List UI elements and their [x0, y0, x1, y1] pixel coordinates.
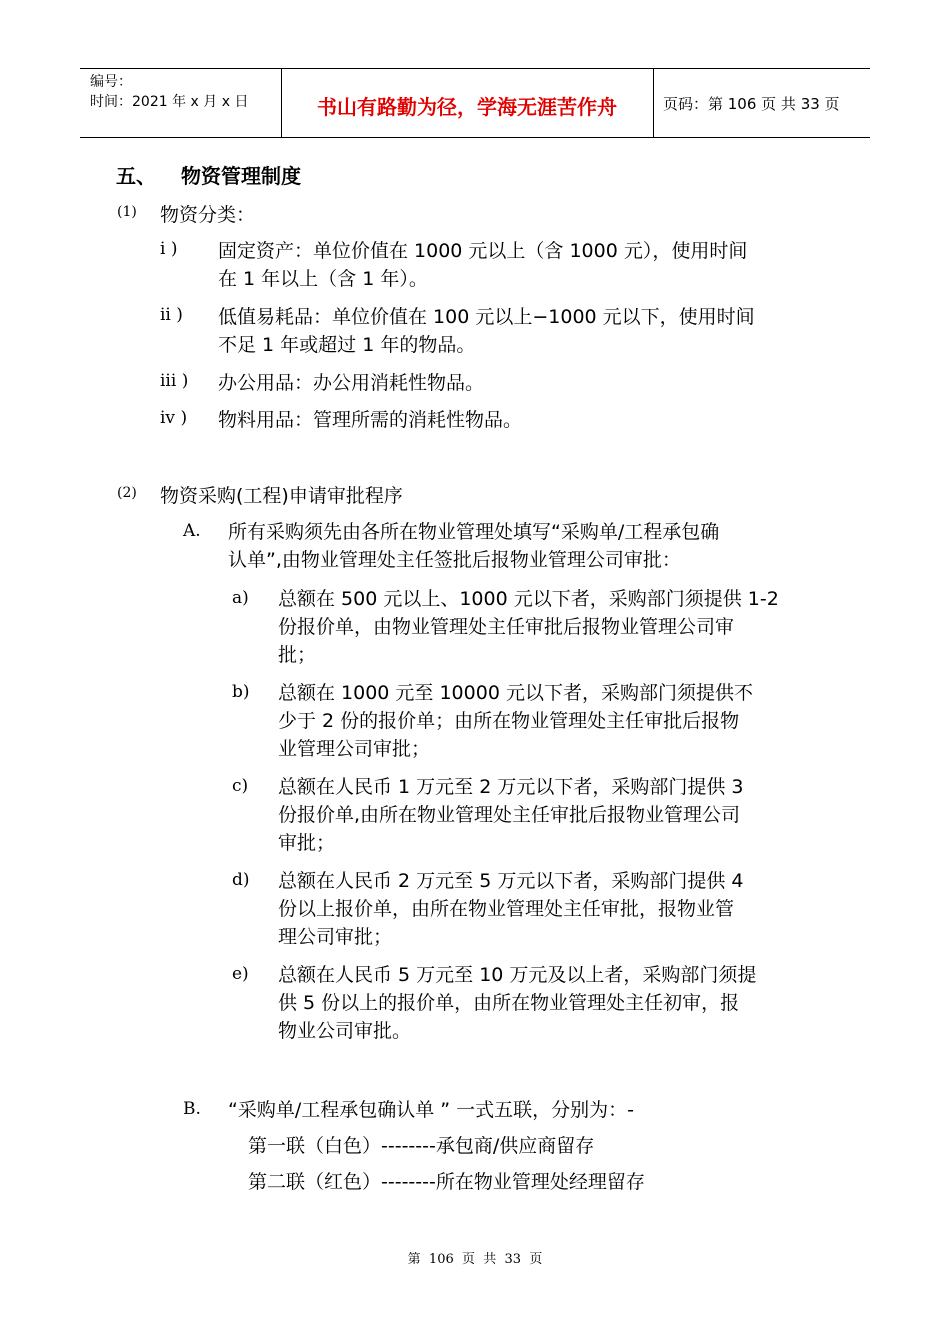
sub-item-line: 物业公司审批。 — [278, 1020, 412, 1042]
part1-title: 物资分类： — [160, 204, 256, 226]
sub-item-line: 份报价单,由所在物业管理处主任审批后报物业管理公司 — [278, 804, 741, 826]
clause-b-marker: B. — [183, 1099, 201, 1119]
list-item-marker: iv ) — [160, 408, 188, 428]
document-header — [80, 68, 870, 138]
list-item-marker: iii ) — [160, 371, 189, 391]
part2-title: 物资采购(工程)申请审批程序 — [160, 485, 403, 507]
sub-item-line: 供 5 份以上的报价单，由所在物业管理处主任初审，报 — [278, 992, 740, 1014]
sub-item-line: 少于 2 份的报价单；由所在物业管理处主任审批后报物 — [278, 710, 740, 732]
page-footer: 第 106 页 共 33 页 — [407, 1252, 543, 1267]
list-item-marker: ii ) — [160, 305, 183, 325]
sub-item-line: 业管理公司审批； — [278, 738, 431, 760]
copy-line: 第二联（红色）--------所在物业管理处经理留存 — [248, 1171, 645, 1193]
sub-item-line: 份报价单，由物业管理处主任审批后报物业管理公司审 — [278, 616, 735, 638]
sub-item-line: 份以上报价单，由所在物业管理处主任审批，报物业管 — [278, 898, 735, 920]
sub-item-line: 总额在 1000 元至 10000 元以下者，采购部门须提供不 — [278, 682, 753, 704]
sub-item-line: 总额在人民币 5 万元至 10 万元及以上者，采购部门须提 — [278, 964, 757, 986]
part1-marker: (1) — [117, 204, 137, 220]
sub-item-line: 总额在人民币 2 万元至 5 万元以下者，采购部门提供 4 — [278, 870, 744, 892]
sub-item-line: 审批； — [278, 832, 336, 854]
sub-item-marker: c) — [232, 776, 249, 796]
sub-item-line: 理公司审批； — [278, 926, 393, 948]
sub-item-marker: a) — [232, 588, 249, 608]
sub-item-line: 总额在人民币 1 万元至 2 万元以下者，采购部门提供 3 — [278, 776, 744, 798]
header-motto-cell — [281, 69, 654, 137]
sub-item-line: 总额在 500 元以上、1000 元以下者，采购部门须提供 1-2 — [278, 588, 779, 610]
clause-a-line: 所有采购须先由各所在物业管理处填写“采购单/工程承包确 — [228, 521, 720, 543]
list-item-line: 固定资产：单位价值在 1000 元以上（含 1000 元），使用时间 — [218, 240, 748, 262]
sub-item-marker: d) — [232, 870, 250, 890]
list-item-marker: i ) — [160, 239, 178, 259]
copy-line: 第一联（白色）--------承包商/供应商留存 — [248, 1135, 595, 1157]
list-item-line: 在 1 年以上（含 1 年）。 — [218, 268, 428, 290]
sub-item-line: 批； — [278, 644, 317, 666]
part2-marker: (2) — [117, 485, 137, 501]
list-item-line: 物料用品：管理所需的消耗性物品。 — [218, 409, 523, 431]
document-number-label: 编号： — [90, 74, 132, 90]
sub-item-marker: e) — [232, 964, 249, 984]
header-info-cell — [80, 69, 282, 137]
header-page-cell — [653, 69, 870, 137]
list-item-line: 低值易耗品：单位价值在 100 元以上−1000 元以下，使用时间 — [218, 306, 755, 328]
list-item-line: 不足 1 年或超过 1 年的物品。 — [218, 334, 476, 356]
sub-item-marker: b) — [232, 682, 250, 702]
section-title: 物资管理制度 — [181, 164, 301, 188]
clause-a-marker: A. — [183, 521, 201, 541]
header-page-label: 页码：第 106 页 共 33 页 — [663, 95, 840, 113]
header-motto: 书山有路勤为径，学海无涯苦作舟 — [317, 95, 617, 119]
list-item-line: 办公用品：办公用消耗性物品。 — [218, 372, 485, 394]
clause-a-line: 认单”,由物业管理处主任签批后报物业管理公司审批： — [228, 549, 681, 571]
section-number: 五、 — [116, 164, 156, 188]
clause-b-line: “采购单/工程承包确认单 ” 一式五联，分别为：- — [228, 1099, 635, 1121]
document-time-label: 时间：2021 年 x 月 x 日 — [90, 94, 249, 110]
